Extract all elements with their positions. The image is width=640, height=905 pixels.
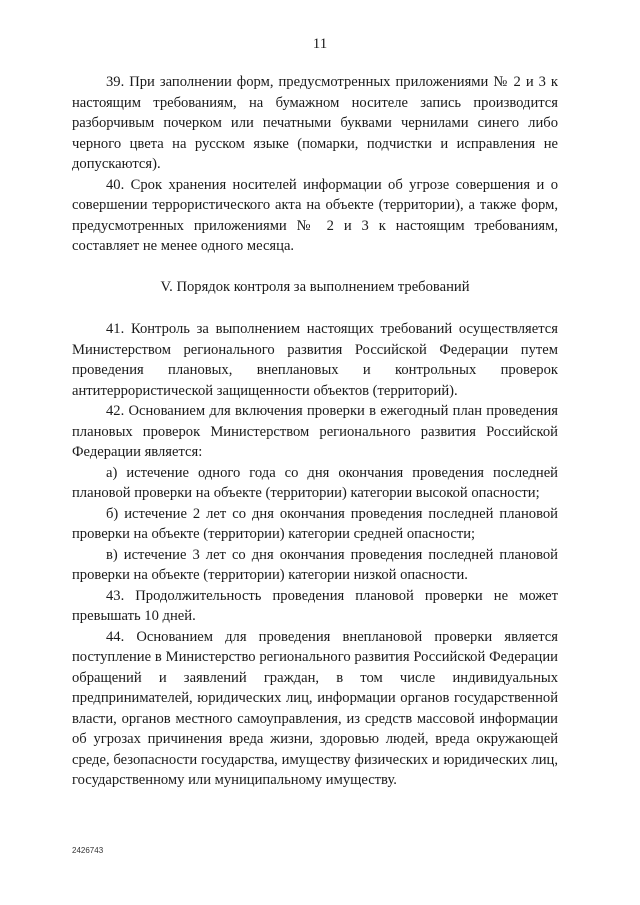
section-title: V. Порядок контроля за выполнением требований	[160, 278, 470, 295]
paragraph-44: 44. Основанием для проведения внеплановой проверки является поступление в Министерство регионального развития Российской Федерации обращений и заявлений граждан, в том числе индивидуальных предпринимателей, юридических лиц, информации органов государственной власти, органов местного самоуправления, из средств массовой информации об угрозах причинения вреда жизни, здоровью людей, вреда окружающей среде, безопасности государства, имуществу физических и юридических лиц, государственному или муниципальному имуществу.	[72, 628, 558, 788]
paragraph-42-a: а) истечение одного года со дня окончания проведения последней плановой проверки на объекте (территории) категории высокой опасности;	[72, 464, 558, 501]
page-number: 11	[312, 36, 328, 52]
paragraph-41: 41. Контроль за выполнением настоящих требований осуществляется Министерством регионального развития Российской Федерации путем проведения плановых, внеплановых и контрольных проверок антитеррористической защищенности объектов (территорий).	[72, 321, 558, 399]
document-code: 2426743	[72, 846, 104, 855]
paragraph-43: 43. Продолжительность проведения плановой проверки не может превышать 10 дней.	[72, 587, 558, 624]
document-body	[72, 72, 558, 791]
paragraph-42-c: в) истечение 3 лет со дня окончания проведения последней плановой проверки на объекте (территории) категории низкой опасности.	[72, 546, 558, 583]
paragraph-42-b: б) истечение 2 лет со дня окончания проведения последней плановой проверки на объекте (территории) категории средней опасности;	[72, 505, 558, 542]
paragraph-40: 40. Срок хранения носителей информации об угрозе совершения и о совершении террористического акта на объекте (территории), а также форм, предусмотренных приложениями № 2 и 3 к настоящим требованиям, составляет не менее одного месяца.	[72, 176, 558, 254]
paragraph-42: 42. Основанием для включения проверки в ежегодный план проведения плановых проверок Министерством регионального развития Российской Федерации является:	[72, 403, 558, 460]
paragraph-39: 39. При заполнении форм, предусмотренных приложениями № 2 и 3 к настоящим требованиям, на бумажном носителе запись производится разборчивым почерком или печатными буквами чернилами синего либо черного цвета на русском языке (помарки, подчистки и исправления не допускаются).	[72, 74, 558, 172]
